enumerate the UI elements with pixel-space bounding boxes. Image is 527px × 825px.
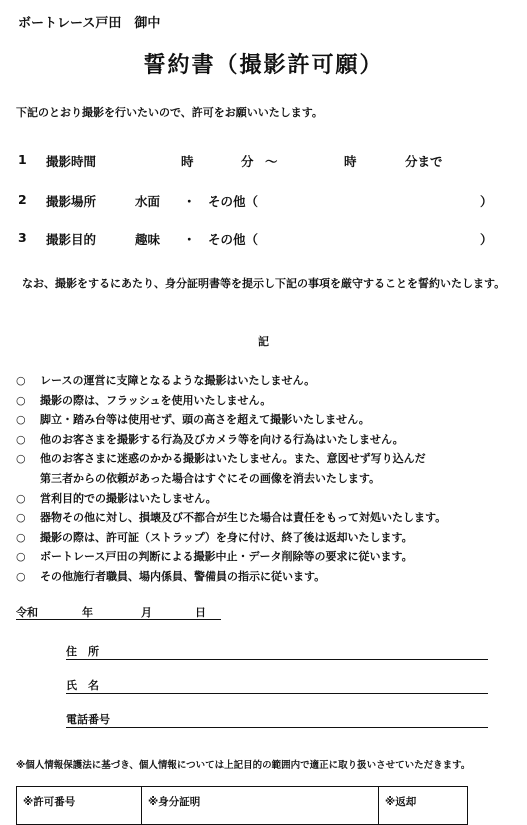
- circle-bullet-icon: ○: [16, 530, 26, 544]
- circle-bullet-icon: ○: [16, 432, 26, 446]
- addressee: ボートレース戸田 御中: [18, 16, 161, 31]
- rule-text: 器物その他に対し、損壊及び不都合が生じた場合は責任をもって対処いたします。: [40, 511, 447, 525]
- rule-item-continuation: [16, 469, 446, 489]
- phone-label: 電話番号: [66, 713, 110, 726]
- document-title: 誓約書（撮影許可願）: [143, 53, 384, 78]
- rule-item: [16, 508, 446, 528]
- item-label: 撮影目的: [46, 232, 97, 247]
- rule-text: 第三者からの依頼があった場合はすぐにその画像を消去いたします。: [40, 471, 381, 485]
- name-field[interactable]: [66, 677, 488, 694]
- rule-item: [16, 410, 446, 430]
- rule-item: [16, 391, 446, 411]
- rule-item: [16, 547, 446, 567]
- item-label: 撮影場所: [46, 194, 97, 209]
- item-label: 撮影時間: [46, 154, 97, 169]
- rule-text: 撮影の際は、許可証（ストラップ）を身に付け、終了後は返却いたします。: [40, 530, 413, 544]
- rule-item: [16, 528, 446, 548]
- rule-item: [16, 489, 446, 509]
- rule-item: [16, 567, 446, 587]
- office-use-table: [16, 786, 468, 825]
- option-other: その他（: [208, 194, 259, 209]
- month-label: 月: [141, 606, 152, 619]
- item-number: 1: [18, 152, 27, 167]
- circle-bullet-icon: ○: [16, 511, 26, 525]
- option-separator: ・: [183, 232, 196, 247]
- intro-text: 下記のとおり撮影を行いたいので、許可をお願いいたします。: [16, 106, 323, 119]
- address-field[interactable]: [66, 643, 488, 660]
- circle-bullet-icon: ○: [16, 393, 26, 407]
- ki-heading: 記: [258, 335, 269, 348]
- tilde-separator: ～: [265, 154, 278, 169]
- close-paren: ）: [480, 194, 493, 209]
- option-water-surface: 水面: [135, 194, 161, 209]
- era-label: 令和: [16, 606, 38, 619]
- item-number: 3: [18, 230, 27, 245]
- rule-text: 撮影の際は、フラッシュを使用いたしません。: [40, 393, 272, 407]
- circle-bullet-icon: ○: [16, 374, 26, 387]
- close-paren: ）: [480, 232, 493, 247]
- name-label: 氏 名: [66, 679, 99, 692]
- circle-bullet-icon: ○: [16, 491, 26, 505]
- rule-item: [16, 449, 446, 469]
- day-label: 日: [195, 606, 206, 619]
- option-separator: ・: [183, 194, 196, 209]
- rule-item: [16, 371, 446, 391]
- phone-field[interactable]: [66, 711, 488, 728]
- rule-item: [16, 430, 446, 450]
- id-verification-cell: ※身分証明: [142, 787, 379, 825]
- minute-until-label: 分まで: [405, 154, 443, 169]
- return-cell: ※返却: [379, 787, 468, 825]
- option-hobby: 趣味: [135, 232, 161, 247]
- circle-bullet-icon: ○: [16, 413, 26, 427]
- minute-label: 分: [241, 154, 254, 169]
- circle-bullet-icon: ○: [16, 452, 26, 466]
- rule-text: 他のお客さまを撮影する行為及びカメラ等を向ける行為はいたしません。: [40, 432, 404, 446]
- rule-text: レースの運営に支障となるような撮影はいたしません。: [40, 374, 316, 387]
- permit-number-cell: ※許可番号: [17, 787, 142, 825]
- rule-text: その他施行者職員、場内係員、警備員の指示に従います。: [40, 569, 326, 583]
- rule-text: 営利目的での撮影はいたしません。: [40, 491, 217, 505]
- circle-bullet-icon: ○: [16, 569, 26, 583]
- rule-text: 脚立・踏み台等は使用せず、頭の高さを超えて撮影いたしません。: [40, 413, 370, 427]
- pledge-notice: なお、撮影をするにあたり、身分証明書等を提示し下記の事項を厳守することを誓約いたします。: [22, 277, 506, 290]
- option-other: その他（: [208, 232, 259, 247]
- hour-label: 時: [181, 154, 194, 169]
- rule-text: ボートレース戸田の判断による撮影中止・データ削除等の要求に従います。: [40, 550, 413, 564]
- circle-bullet-icon: ○: [16, 550, 26, 564]
- year-label: 年: [82, 606, 93, 619]
- hour-label: 時: [344, 154, 357, 169]
- rule-text: 他のお客さまに迷惑のかかる撮影はいたしません。また、意図せず写り込んだ: [40, 452, 426, 466]
- rules-list: [16, 371, 446, 587]
- date-line: [16, 604, 221, 620]
- address-label: 住 所: [66, 645, 99, 658]
- privacy-notice: ※個人情報保護法に基づき、個人情報については上記目的の範囲内で適正に取り扱いさせていただきます。: [16, 760, 471, 771]
- item-number: 2: [18, 192, 27, 207]
